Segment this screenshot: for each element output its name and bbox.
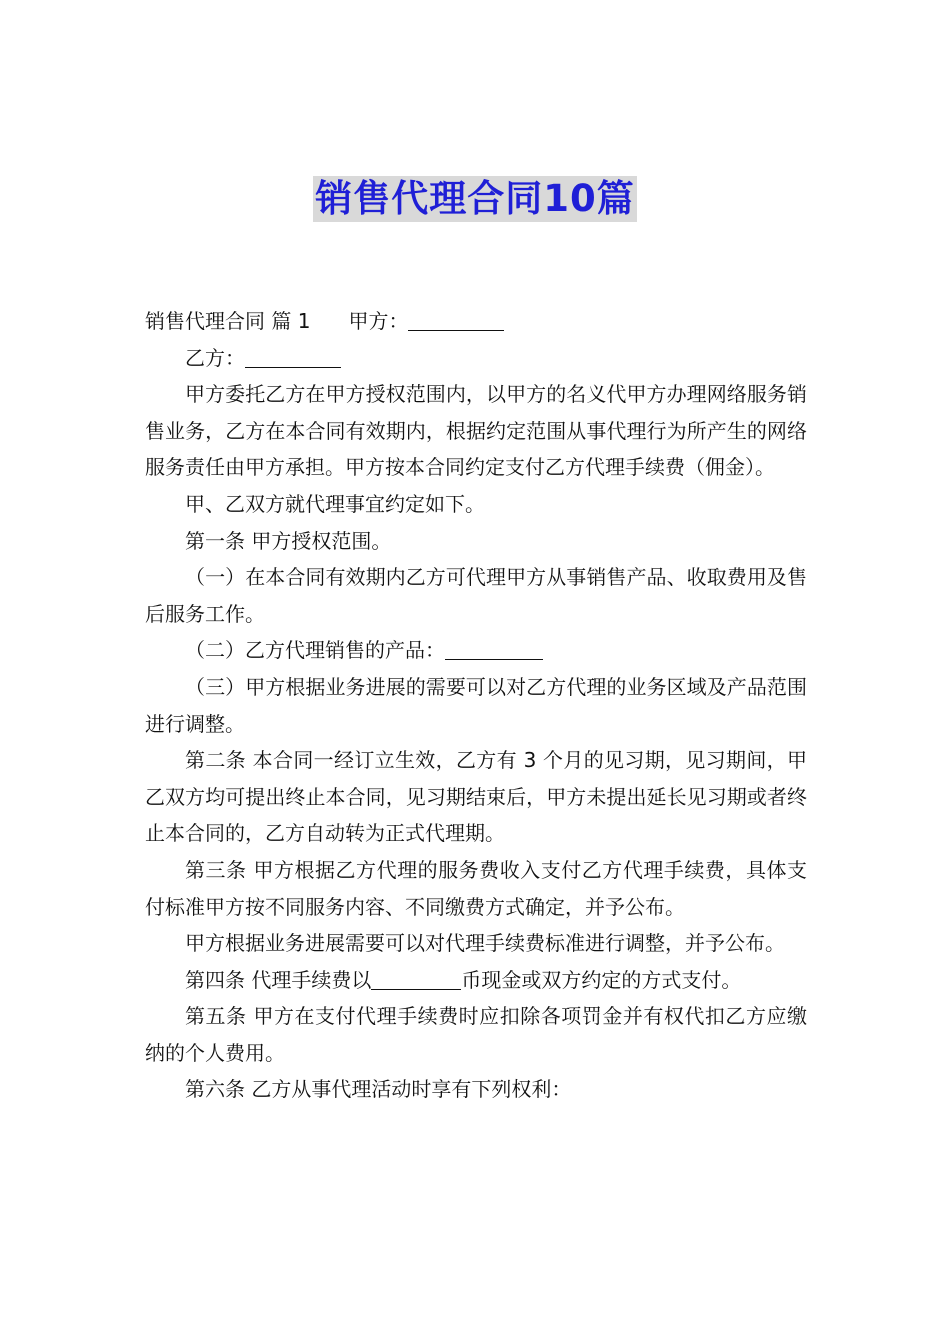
article-2: 第二条 本合同一经订立生效，乙方有 3 个月的见习期，见习期间，甲乙双方均可提出终止本合同，见习期结束后，甲方未提出延长见习期或者终止本合同的，乙方自动转为正式代理期。	[145, 748, 807, 846]
article-4-part-a: 第四条 代理手续费以	[185, 967, 372, 992]
contract-heading-line	[145, 303, 807, 340]
article-6: 第六条 乙方从事代理活动时享有下列权利：	[185, 1077, 572, 1102]
party-a-label: 甲方：	[348, 309, 409, 333]
article-1-item-2: （二）乙方代理销售的产品：	[185, 638, 445, 663]
document-title: 销售代理合同10篇	[315, 177, 635, 220]
article-4-part-b: 币现金或双方约定的方式支付。	[461, 967, 742, 992]
paragraph-2: 甲、乙双方就代理事宜约定如下。	[185, 491, 485, 516]
currency-blank	[371, 968, 461, 990]
article-1-item-3: （三）甲方根据业务进展的需要可以对乙方代理的业务区域及产品范围进行调整。	[145, 674, 807, 736]
party-b-label: 乙方：	[185, 345, 245, 370]
party-a-blank	[408, 309, 504, 331]
contract-body	[145, 303, 807, 1108]
article-4-line	[145, 962, 807, 999]
paragraph-1: 甲方委托乙方在甲方授权范围内，以甲方的名义代甲方办理网络服务销售业务，乙方在本合同有效期内，根据约定范围从事代理行为所产生的网络服务责任由甲方承担。甲方按本合同约定支付乙方代理手续费（佣金）。	[145, 382, 807, 480]
article-3-adjustment: 甲方根据业务进展需要可以对代理手续费标准进行调整，并予公布。	[185, 931, 785, 956]
party-b-blank	[245, 346, 341, 368]
article-1-item-1: （一）在本合同有效期内乙方可代理甲方从事销售产品、收取费用及售后服务工作。	[145, 565, 807, 626]
article-5: 第五条 甲方在支付代理手续费时应扣除各项罚金并有权代扣乙方应缴纳的个人费用。	[145, 1004, 807, 1065]
article-1-heading: 第一条 甲方授权范围。	[185, 528, 392, 553]
article-3: 第三条 甲方根据乙方代理的服务费收入支付乙方代理手续费，具体支付标准甲方按不同服务内容、不同缴费方式确定，并予公布。	[145, 857, 807, 919]
article-1-item-2-line	[145, 632, 807, 669]
product-blank	[445, 638, 543, 660]
title-block	[0, 176, 950, 222]
contract-heading: 销售代理合同 篇 1	[145, 309, 311, 333]
party-b-line	[145, 340, 807, 377]
